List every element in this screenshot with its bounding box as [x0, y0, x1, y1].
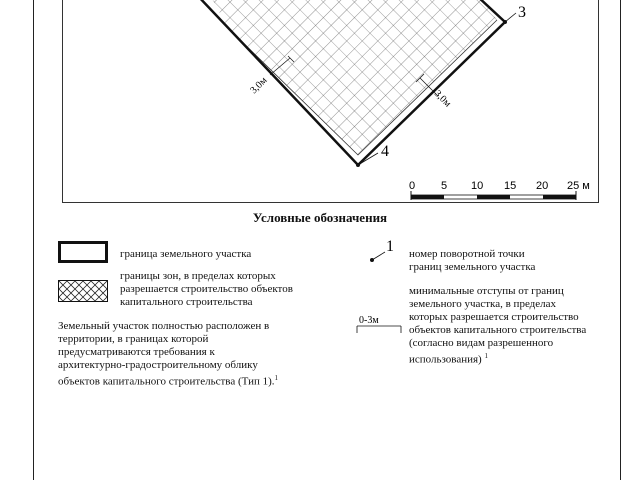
turning-point-description: номер поворотной точки границ земельного участка	[409, 248, 536, 273]
legend-title: Условные обозначения	[252, 210, 388, 225]
setback-label-right: 3,0м	[431, 88, 453, 110]
turning-point-symbol	[365, 236, 405, 266]
zone-hatch-symbol	[58, 280, 108, 302]
scale-tick-label: 15	[504, 180, 517, 192]
setback-description: минимальные отступы от границ земельного участка, в пределах которых разрешается строительство объектов капитального строительства (согласно видам разрешенного использования) $^1$	[409, 285, 587, 366]
scale-bar	[400, 176, 600, 206]
footnote-marker: 1	[484, 352, 488, 360]
scale-tick-label: 5	[441, 180, 448, 192]
point-label-3: 3	[518, 4, 526, 21]
footnote-marker: 1	[274, 374, 279, 382]
scale-tick-label: 25 м	[567, 180, 590, 192]
boundary-symbol	[58, 241, 108, 263]
boundary-description: граница земельного участка	[120, 248, 252, 260]
scale-tick-label: 0	[409, 180, 416, 192]
legend-note: Земельный участок полностью расположен в территории, в границах которой предусматриваются требования к архитектурно-градостроительному облику объектов капитального строительства (Тип 1).$^1$	[58, 320, 279, 388]
setback-symbol-label: 0-3м	[359, 315, 379, 326]
scale-tick-label: 20	[536, 180, 549, 192]
setback-label-left: 3,0м	[248, 75, 270, 97]
scale-tick-label: 10	[471, 180, 484, 192]
zone-description: границы зон, в пределах которых разрешается строительство объектов капитального строительства	[120, 270, 293, 308]
point-label-4: 4	[381, 143, 389, 160]
setback-symbol	[355, 313, 407, 335]
point-symbol-label: 1	[386, 238, 394, 255]
